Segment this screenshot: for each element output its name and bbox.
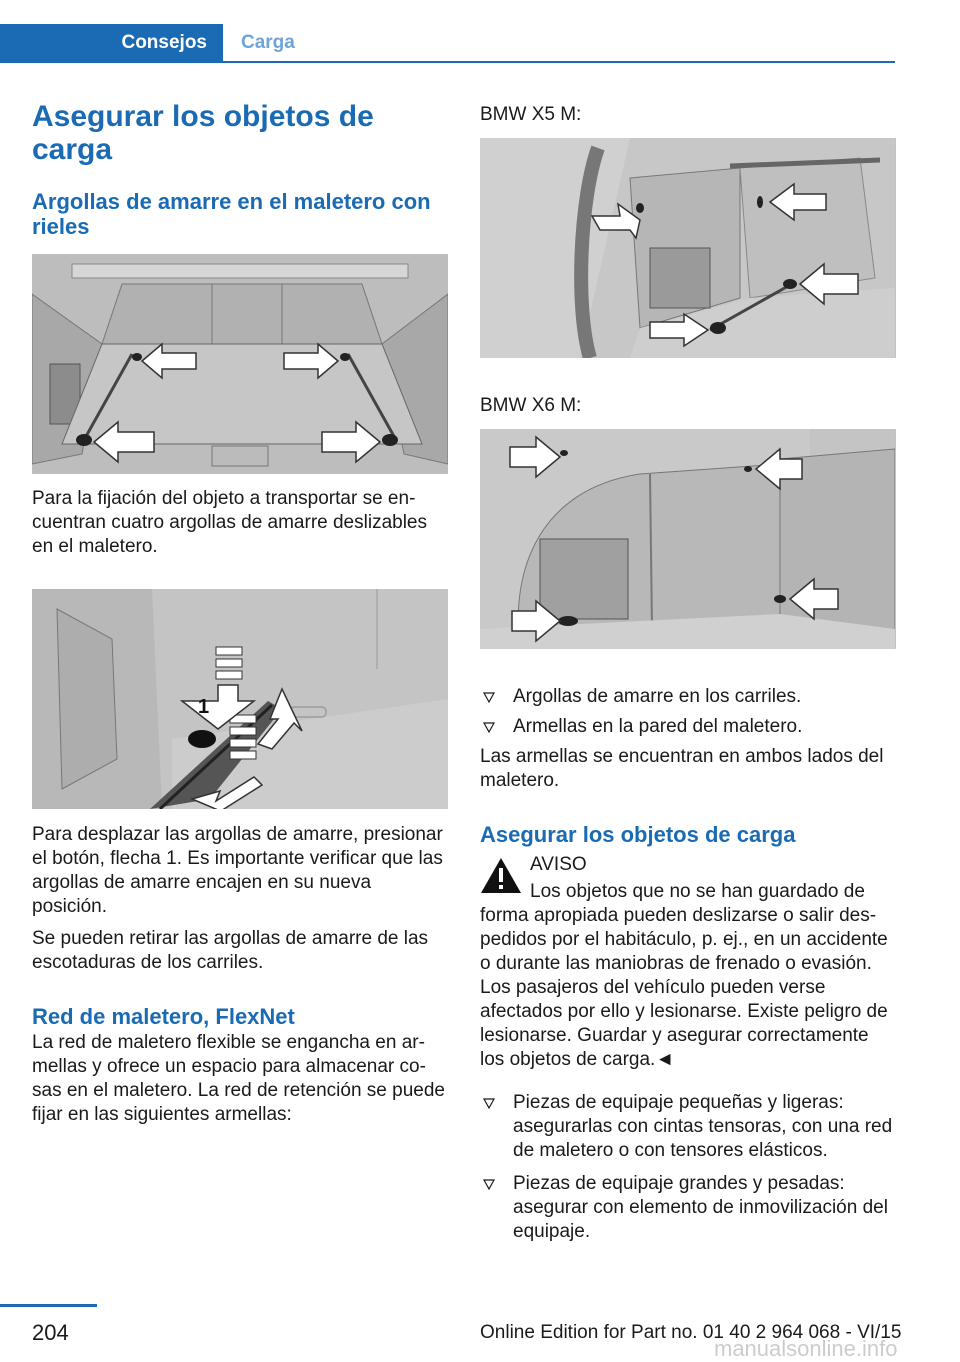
page-title: Asegurar los objetos de carga bbox=[32, 100, 374, 166]
section-flexnet: Red de maletero, FlexNet bbox=[32, 1004, 295, 1029]
triangle-bullet-icon bbox=[483, 691, 495, 703]
section-secure-load: Asegurar los objetos de carga bbox=[480, 822, 796, 847]
paragraph-flexnet: La red de maletero flexible se engancha en armellas y ofrece un espacio para almacenar cosas en el maletero. La red de retención se puede fijar en las siguientes armellas: bbox=[32, 1032, 445, 1125]
left-column bbox=[32, 100, 448, 1127]
list-luggage bbox=[480, 1091, 896, 1244]
right-column bbox=[480, 103, 896, 1244]
tab-carga[interactable]: Carga bbox=[241, 32, 295, 53]
figure-x5-trunk bbox=[480, 138, 896, 358]
list-item-text: Armellas en la pared del maletero. bbox=[513, 716, 803, 737]
figure-rail-button bbox=[32, 589, 448, 809]
footer-rule bbox=[0, 1304, 97, 1307]
label-x5: BMW X5 M: bbox=[480, 104, 582, 125]
figure-callout-1: 1 bbox=[198, 696, 210, 718]
list-item bbox=[480, 715, 896, 739]
tab-consejos-label: Consejos bbox=[121, 32, 207, 53]
list-item-text: Piezas de equipaje pequeñas y ligeras: asegurarlas con cintas tensoras, con una red de maletero o con tensores elásticos. bbox=[513, 1092, 893, 1161]
warning-icon bbox=[480, 857, 522, 894]
label-x6: BMW X6 M: bbox=[480, 395, 582, 416]
warning-block bbox=[480, 853, 896, 1072]
warning-title: AVISO bbox=[530, 854, 587, 875]
subtitle-rails: Argollas de amarre en el maletero con rieles bbox=[32, 189, 431, 239]
watermark: manualsonline.info bbox=[714, 1336, 898, 1361]
page-number: 204 bbox=[32, 1320, 69, 1345]
list-item bbox=[480, 1172, 896, 1244]
paragraph-both-sides: Las armellas se encuentran en ambos lados del maletero. bbox=[480, 746, 884, 791]
list-item bbox=[480, 685, 896, 709]
warning-text: Los objetos que no se han guardado de forma apropiada pueden deslizarse o salir despedidos por el habitáculo, p. ej., en un accidente o durante las maniobras de frenado o evasión. Los pasajeros del vehículo pueden verse afectados por ello y lesionarse. Existe peligro de lesionarse. Guardar y asegurar correctamente los objetos de carga.◄ bbox=[480, 881, 888, 1070]
list-anchor-points bbox=[480, 685, 896, 739]
edition-info: Online Edition for Part no. 01 40 2 964 068 - VI/15 bbox=[480, 1322, 902, 1343]
figure-x6-trunk bbox=[480, 429, 896, 649]
triangle-bullet-icon bbox=[483, 1178, 495, 1190]
list-item-text: Argollas de amarre en los carriles. bbox=[513, 686, 802, 707]
list-item bbox=[480, 1091, 896, 1163]
list-item-text: Piezas de equipaje grandes y pesadas: asegurar con elemento de inmovilización del equipaje. bbox=[513, 1173, 888, 1242]
triangle-bullet-icon bbox=[483, 721, 495, 733]
triangle-bullet-icon bbox=[483, 1097, 495, 1109]
figure-trunk-rails bbox=[32, 254, 448, 474]
tab-consejos[interactable] bbox=[0, 24, 223, 61]
paragraph-remove-rings: Se pueden retirar las argollas de amarre de las escotaduras de los carriles. bbox=[32, 928, 429, 973]
paragraph-fixing: Para la fijación del objeto a transportar se encuentran cuatro argollas de amarre deslizables en el maletero. bbox=[32, 488, 427, 557]
header-tabs bbox=[0, 24, 895, 63]
paragraph-move-rings: Para desplazar las argollas de amarre, presionar el botón, flecha 1. Es importante verificar que las argollas de amarre encajen en su nueva posición. bbox=[32, 824, 443, 917]
